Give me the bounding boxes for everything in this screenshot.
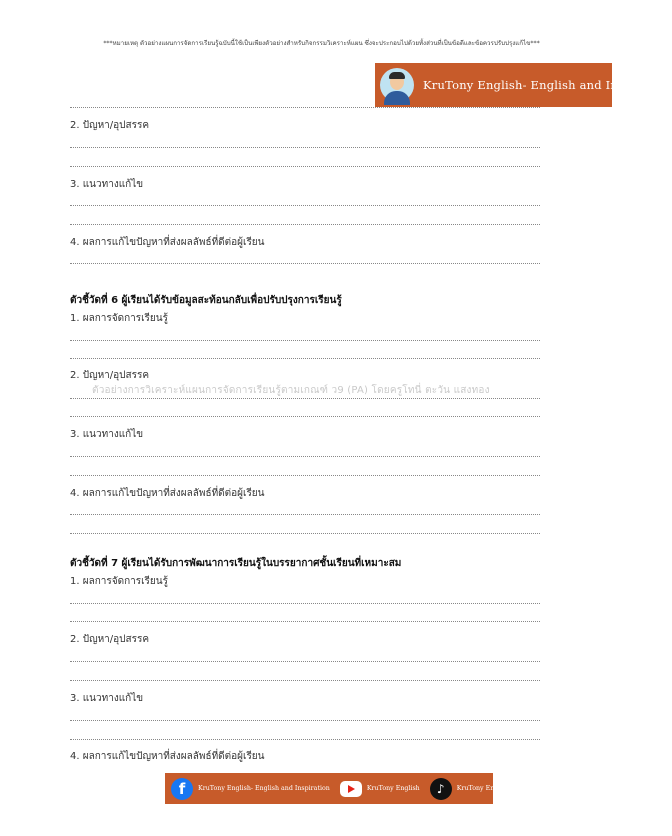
answer-line [70,166,540,167]
answer-line [70,456,540,457]
item-solution: 3. แนวทางแก้ไข [70,693,144,704]
answer-line [70,107,540,108]
answer-line [70,680,540,681]
answer-line [70,603,540,604]
avatar [380,68,414,102]
brand-title: KruTony English- English and Inspiration [423,78,672,92]
brand-banner [375,63,672,107]
item-solution: 3. แนวทางแก้ไข [70,429,144,440]
item-problem: 2. ปัญหา/อุปสรรค [70,120,150,131]
answer-line [70,533,540,534]
answer-line [70,340,540,341]
watermark-text: ตัวอย่างการวิเคราะห์แผนการจัดการเรียนรู้ตามเกณฑ์ ว9 (PA) โดยครูโทนี่ ตะวัน แสงทอง [92,385,490,396]
facebook-label[interactable]: KruTony English- English and Inspiration [198,785,330,792]
answer-line [70,475,540,476]
item-result: 4. ผลการแก้ไขปัญหาที่ส่งผลลัพธ์ที่ดีต่อผู้เรียน [70,751,265,762]
answer-line [70,205,540,206]
answer-line [70,416,540,417]
social-footer [165,773,510,804]
answer-line [70,514,540,515]
answer-line [70,661,540,662]
answer-line [70,147,540,148]
item-problem: 2. ปัญหา/อุปสรรค [70,370,150,381]
answer-line [70,263,540,264]
item-result: 4. ผลการแก้ไขปัญหาที่ส่งผลลัพธ์ที่ดีต่อผู้เรียน [70,237,265,248]
indicator-6-heading: ตัวชี้วัดที่ 6 ผู้เรียนได้รับข้อมูลสะท้อนกลับเพื่อปรับปรุงการเรียนรู้ [70,295,342,306]
answer-line [70,224,540,225]
item-result: 4. ผลการแก้ไขปัญหาที่ส่งผลลัพธ์ที่ดีต่อผู้เรียน [70,488,265,499]
answer-line [70,398,540,399]
answer-line [70,739,540,740]
tiktok-icon[interactable]: ♪ [430,778,452,800]
youtube-label[interactable]: KruTony English [366,785,420,792]
item-problem: 2. ปัญหา/อุปสรรค [70,634,150,645]
answer-line [70,358,540,359]
item-learning: 1. ผลการจัดการเรียนรู้ [70,576,168,587]
youtube-icon[interactable] [340,781,362,797]
item-learning: 1. ผลการจัดการเรียนรู้ [70,313,168,324]
item-solution: 3. แนวทางแก้ไข [70,179,144,190]
indicator-7-heading: ตัวชี้วัดที่ 7 ผู้เรียนได้รับการพัฒนาการเรียนรู้ในบรรยากาศชั้นเรียนที่เหมาะสม [70,558,402,569]
answer-line [70,720,540,721]
header-note: ***หมายเหตุ ตัวอย่างแผนการจัดการเรียนรู้ฉบับนี้ใช้เป็นเพียงตัวอย่างสำหรับกิจกรรมวิเคราะห์แผน ซึ่งจะประกอบไปด้วยทั้งส่วนที่เป็นข้อดีและข้อควรปรับปรุงแก้ไข*** [103,40,540,47]
answer-line [70,621,540,622]
tiktok-label[interactable]: KruTony English [456,785,510,792]
facebook-icon[interactable]: f [171,778,193,800]
